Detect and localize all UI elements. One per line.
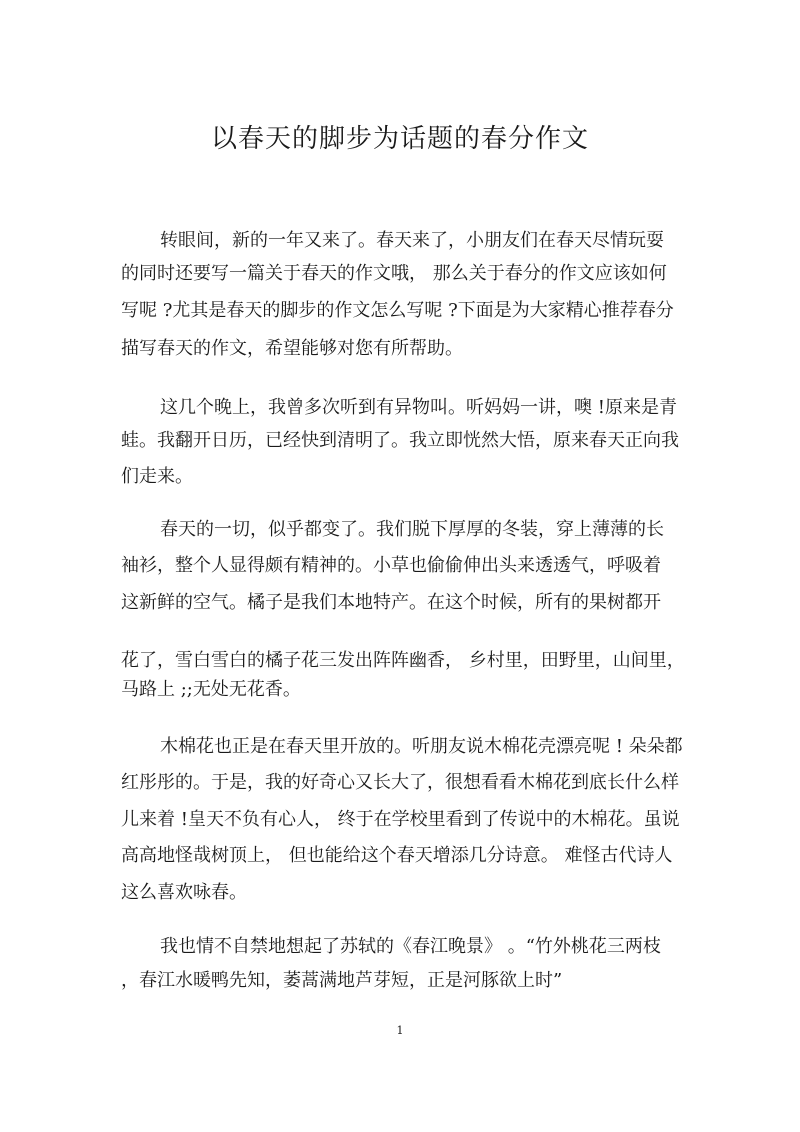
paragraph-3-line-5: 马路上 ;;无处无花香。 <box>121 679 301 700</box>
paragraph-3-line-2: 袖衫，整个人显得颇有精神的。小草也偷偷伸出头来透透气，呼吸着 <box>121 555 661 576</box>
paragraph-2-line-3: 们走来。 <box>121 466 193 487</box>
paragraph-4-line-2: 红彤彤的。于是，我的好奇心又长大了，很想看看木棉花到底长什么样 <box>121 772 679 793</box>
paragraph-5-line-2: ，春江水暖鸭先知，萎蒿满地芦芽短，正是河豚欲上时” <box>121 970 563 991</box>
paragraph-3-line-1: 春天的一切，似乎都变了。我们脱下厚厚的冬装，穿上薄薄的长 <box>160 519 664 540</box>
paragraph-2-line-1: 这几个晚上，我曾多次听到有异物叫。听妈妈一讲，噢 !原来是青 <box>160 397 677 418</box>
paragraph-4-line-1: 木棉花也正是在春天里开放的。听朋友说木棉花壳漂亮呢 ! 朵朵都 <box>160 736 683 757</box>
paragraph-4-line-3: 儿来着 !皇天不负有心人， 终于在学校里看到了传说中的木棉花。虽说 <box>121 809 680 830</box>
document-title: 以春天的脚步为话题的春分作文 <box>210 124 589 154</box>
paragraph-5-line-1: 我也情不自禁地想起了苏轼的《春江晚景》 。“竹外桃花三两枝 <box>160 936 661 957</box>
paragraph-1-line-1: 转眼间，新的一年又来了。春天来了，小朋友们在春天尽情玩耍 <box>160 230 664 251</box>
page-number: 1 <box>396 1024 404 1037</box>
paragraph-1-line-2: 的同时还要写一篇关于春天的作文哦， 那么关于春分的作文应该如何 <box>121 263 667 284</box>
paragraph-3-line-4: 花了，雪白雪白的橘子花三发出阵阵幽香， 乡村里，田野里，山间里， <box>121 650 685 671</box>
paragraph-2-line-2: 蛙。我翻开日历，已经快到清明了。我立即恍然大悟，原来春天正向我 <box>121 430 679 451</box>
paragraph-3-line-3: 这新鲜的空气。橘子是我们本地特产。在这个时候，所有的果树都开 <box>121 592 661 613</box>
paragraph-4-line-5: 这么喜欢咏春。 <box>121 882 247 903</box>
paragraph-1-line-4: 描写春天的作文，希望能够对您有所帮助。 <box>121 338 463 359</box>
paragraph-1-line-3: 写呢 ?尤其是春天的脚步的作文怎么写呢 ?下面是为大家精心推荐春分 <box>121 300 674 321</box>
paragraph-4-line-4: 高高地怪哉树顶上， 但也能给这个春天增添几分诗意。 难怪古代诗人 <box>121 845 673 866</box>
